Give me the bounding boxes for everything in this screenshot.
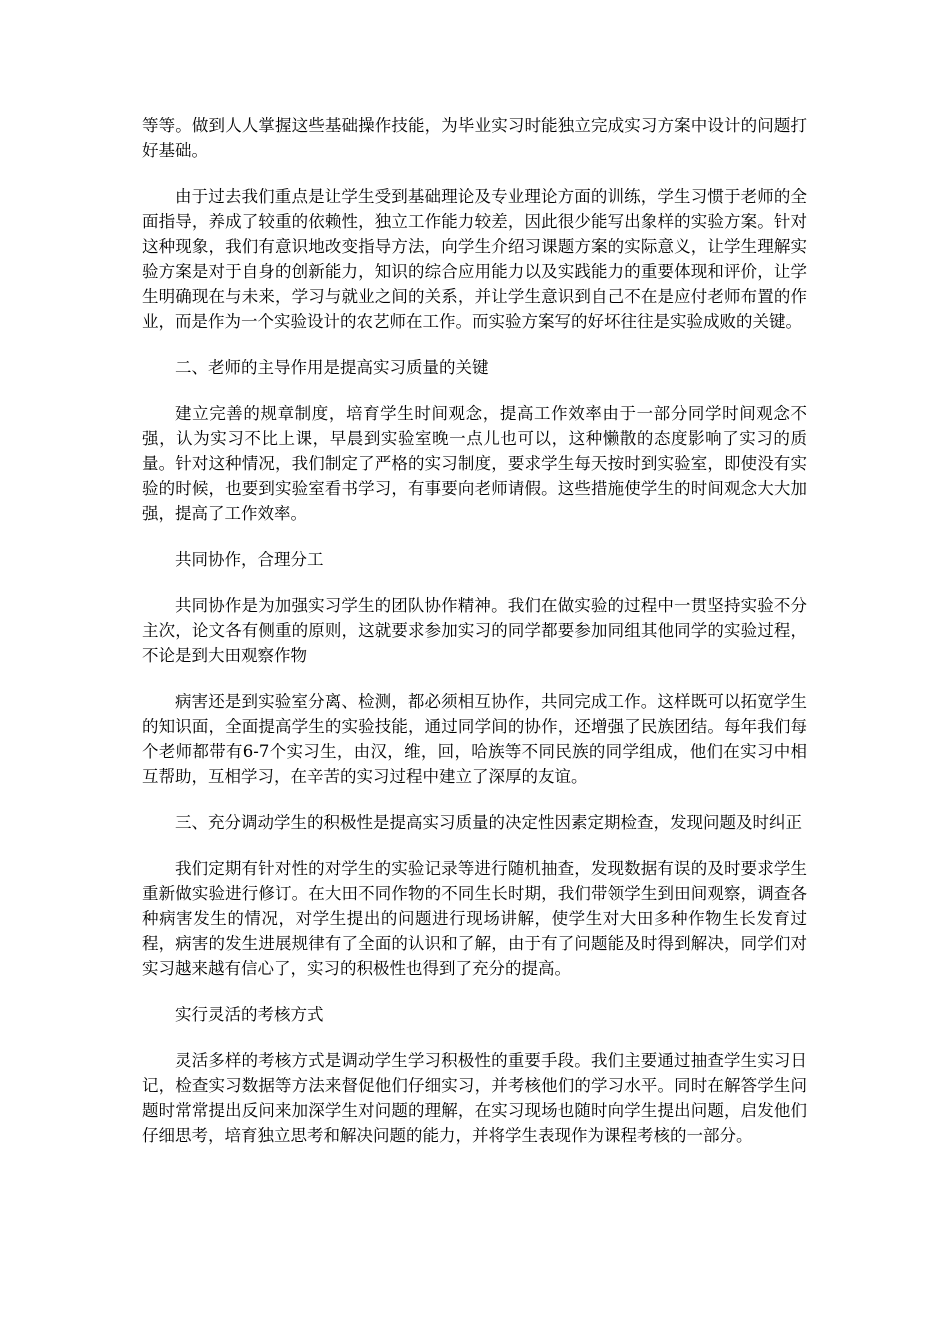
- paragraph-continuation: 等等。做到人人掌握这些基础操作技能，为毕业实习时能独立完成实习方案中设计的问题打好基础。: [142, 116, 807, 160]
- section-heading-2: 二、老师的主导作用是提高实习质量的关键: [175, 358, 489, 377]
- paragraph-rules: 建立完善的规章制度，培育学生时间观念，提高工作效率由于一部分同学时间观念不强，认为实习不比上课，早晨到实验室晚一点儿也可以，这种懒散的态度影响了实习的质量。针对这种情况，我们制定了严格的实习制度，要求学生每天按时到实验室，即使没有实验的时候，也要到实验室看书学习，有事要向老师请假。这些措施使学生的时间观念大大加强，提高了工作效率。: [142, 404, 807, 523]
- document-body: [142, 113, 807, 1148]
- paragraph-cooperation: 共同协作是为加强实习学生的团队协作精神。我们在做实验的过程中一贯坚持实验不分主次，论文各有侧重的原则，这就要求参加实习的同学都要参加同组其他同学的实验过程，不论是到大田观察作物: [142, 596, 807, 665]
- subheading-assessment: 实行灵活的考核方式: [175, 1005, 324, 1024]
- paragraph-inspection: 我们定期有针对性的对学生的实验记录等进行随机抽查，发现数据有误的及时要求学生重新做实验进行修订。在大田不同作物的不同生长时期，我们带领学生到田间观察，调查各种病害发生的情况，对学生提出的问题进行现场讲解，使学生对大田多种作物生长发育过程，病害的发生进展规律有了全面的认识和了解，由于有了问题能及时得到解决，同学们对实习越来越有信心了，实习的积极性也得到了充分的提高。: [142, 859, 807, 978]
- paragraph-disease: 病害还是到实验室分离、检测，都必须相互协作，共同完成工作。这样既可以拓宽学生的知识面，全面提高学生的实验技能，通过同学间的协作，还增强了民族团结。每年我们每个老师都带有6-7个实习生，由汉，维，回，哈族等不同民族的同学组成，他们在实习中相互帮助，互相学习，在辛苦的实习过程中建立了深厚的友谊。: [142, 692, 807, 786]
- paragraph-experiment-plan: 由于过去我们重点是让学生受到基础理论及专业理论方面的训练，学生习惯于老师的全面指导，养成了较重的依赖性，独立工作能力较差，因此很少能写出象样的实验方案。针对这种现象，我们有意识地改变指导方法，向学生介绍习课题方案的实际意义，让学生理解实验方案是对于自身的创新能力，知识的综合应用能力以及实践能力的重要体现和评价，让学生明确现在与未来，学习与就业之间的关系，并让学生意识到自己不在是应付老师布置的作业，而是作为一个实验设计的农艺师在工作。而实验方案写的好坏往往是实验成败的关键。: [142, 187, 807, 331]
- section-heading-3: 三、充分调动学生的积极性是提高实习质量的决定性因素定期检查，发现问题及时纠正: [175, 813, 802, 832]
- subheading-cooperation: 共同协作，合理分工: [175, 550, 324, 569]
- paragraph-assessment: 灵活多样的考核方式是调动学生学习积极性的重要手段。我们主要通过抽查学生实习日记，检查实习数据等方法来督促他们仔细实习，并考核他们的学习水平。同时在解答学生问题时常常提出反问来加深学生对问题的理解，在实习现场也随时向学生提出问题，启发他们仔细思考，培育独立思考和解决问题的能力，并将学生表现作为课程考核的一部分。: [142, 1051, 807, 1145]
